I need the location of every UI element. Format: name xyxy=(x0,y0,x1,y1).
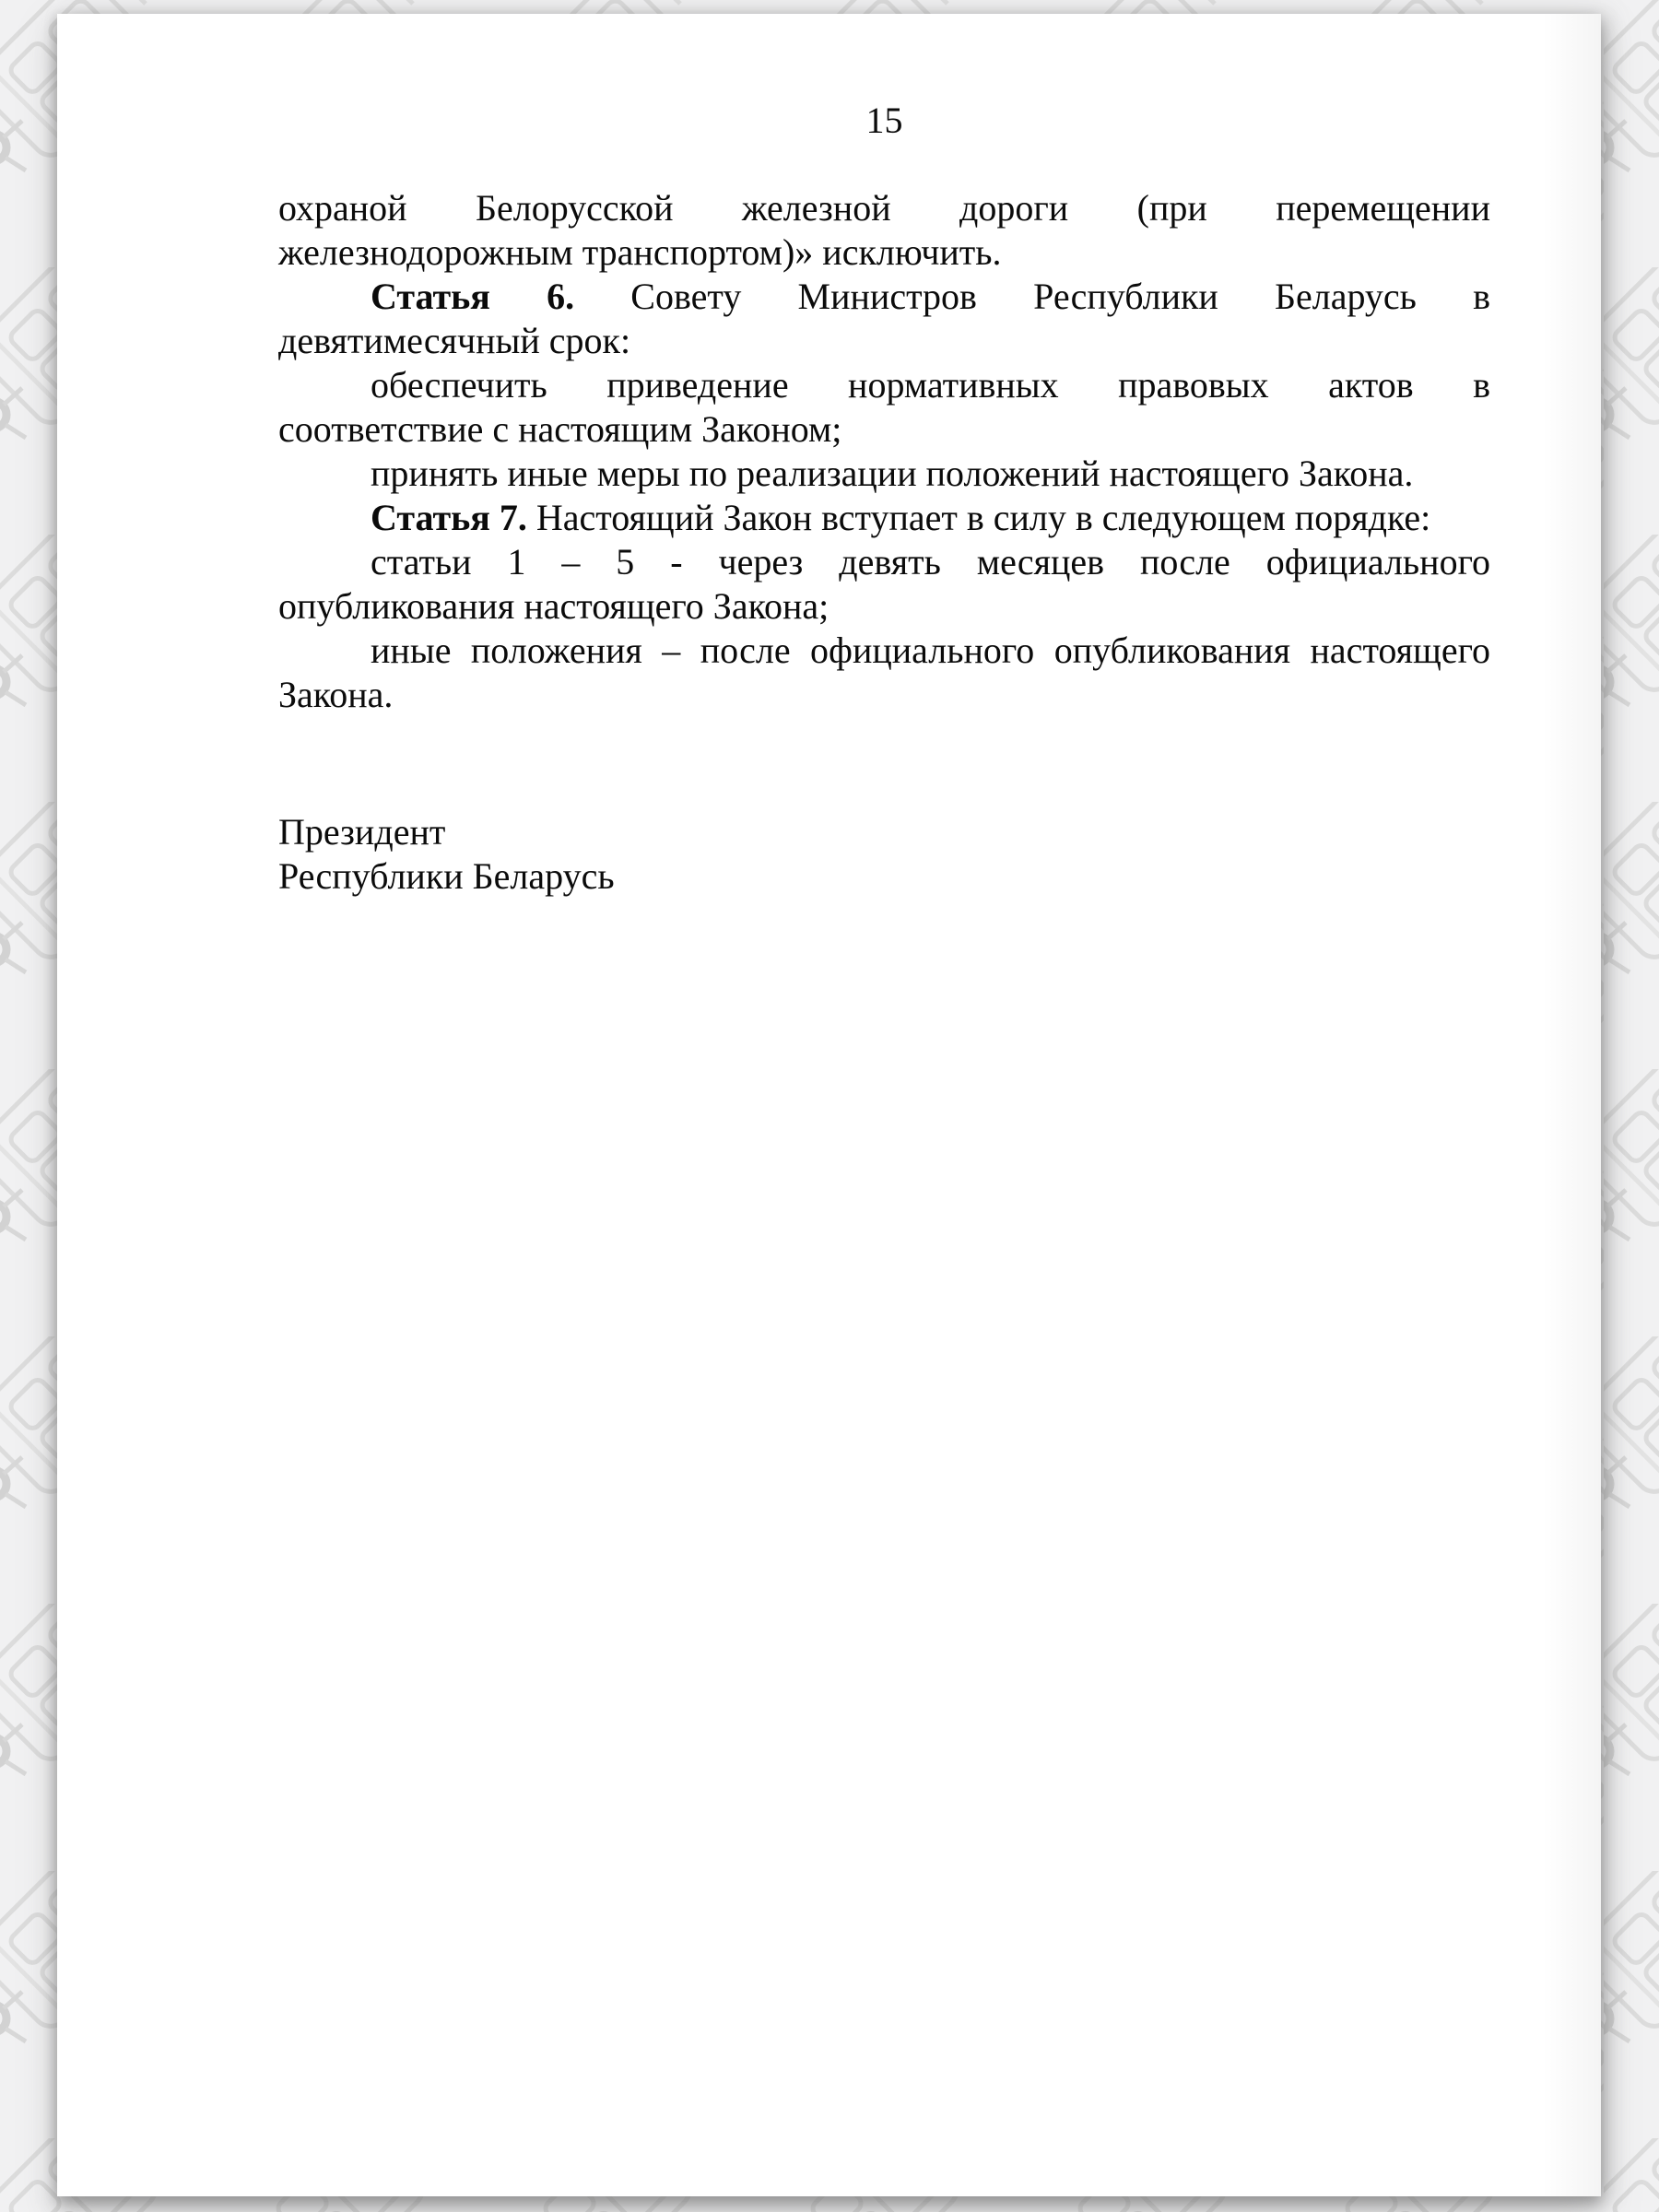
signature-block xyxy=(278,810,1490,899)
page-number: 15 xyxy=(865,100,903,141)
body-line xyxy=(278,186,1490,230)
article-6-label: Статья 6. xyxy=(371,276,575,317)
body-line xyxy=(278,319,1490,363)
text-column xyxy=(278,14,1490,899)
body-line-text: опубликования настоящего Закона; xyxy=(278,585,830,627)
body-line-text: охраной Белорусской железной дороги (при перемещении xyxy=(278,187,1490,229)
body-line-text: Совету Министров Республики Беларусь в xyxy=(574,276,1491,317)
body-line-text: Настоящий Закон вступает в силу в следующем порядке: xyxy=(526,497,1431,538)
body-line xyxy=(278,363,1490,407)
body-line xyxy=(278,584,1490,629)
body-line xyxy=(278,407,1490,452)
article-7-label: Статья 7. xyxy=(371,497,527,538)
body-line-text: статьи 1 – 5 - через девять месяцев после официального xyxy=(371,541,1490,582)
body-line xyxy=(278,275,1490,319)
body-line-text: железнодорожным транспортом)» исключить. xyxy=(278,231,1002,273)
body-line xyxy=(278,540,1490,584)
body-line-text: принять иные меры по реализации положений настоящего Закона. xyxy=(371,453,1414,494)
body-line-text: обеспечить приведение нормативных правовых актов в xyxy=(371,364,1490,406)
signature-subtitle: Республики Беларусь xyxy=(278,855,615,897)
body-line-text: иные положения – после официального опубликования настоящего xyxy=(371,629,1490,671)
body-line xyxy=(278,629,1490,673)
body-line xyxy=(278,230,1490,275)
body-line-text: девятимесячный срок: xyxy=(278,320,631,361)
body-line xyxy=(278,673,1490,717)
body-line-text: соответствие с настоящим Законом; xyxy=(278,408,842,450)
document-body xyxy=(278,186,1490,717)
body-line xyxy=(278,452,1490,496)
body-line xyxy=(278,496,1490,540)
signature-title: Президент xyxy=(278,811,446,853)
document-page xyxy=(57,14,1601,2196)
body-line-text: Закона. xyxy=(278,674,394,715)
